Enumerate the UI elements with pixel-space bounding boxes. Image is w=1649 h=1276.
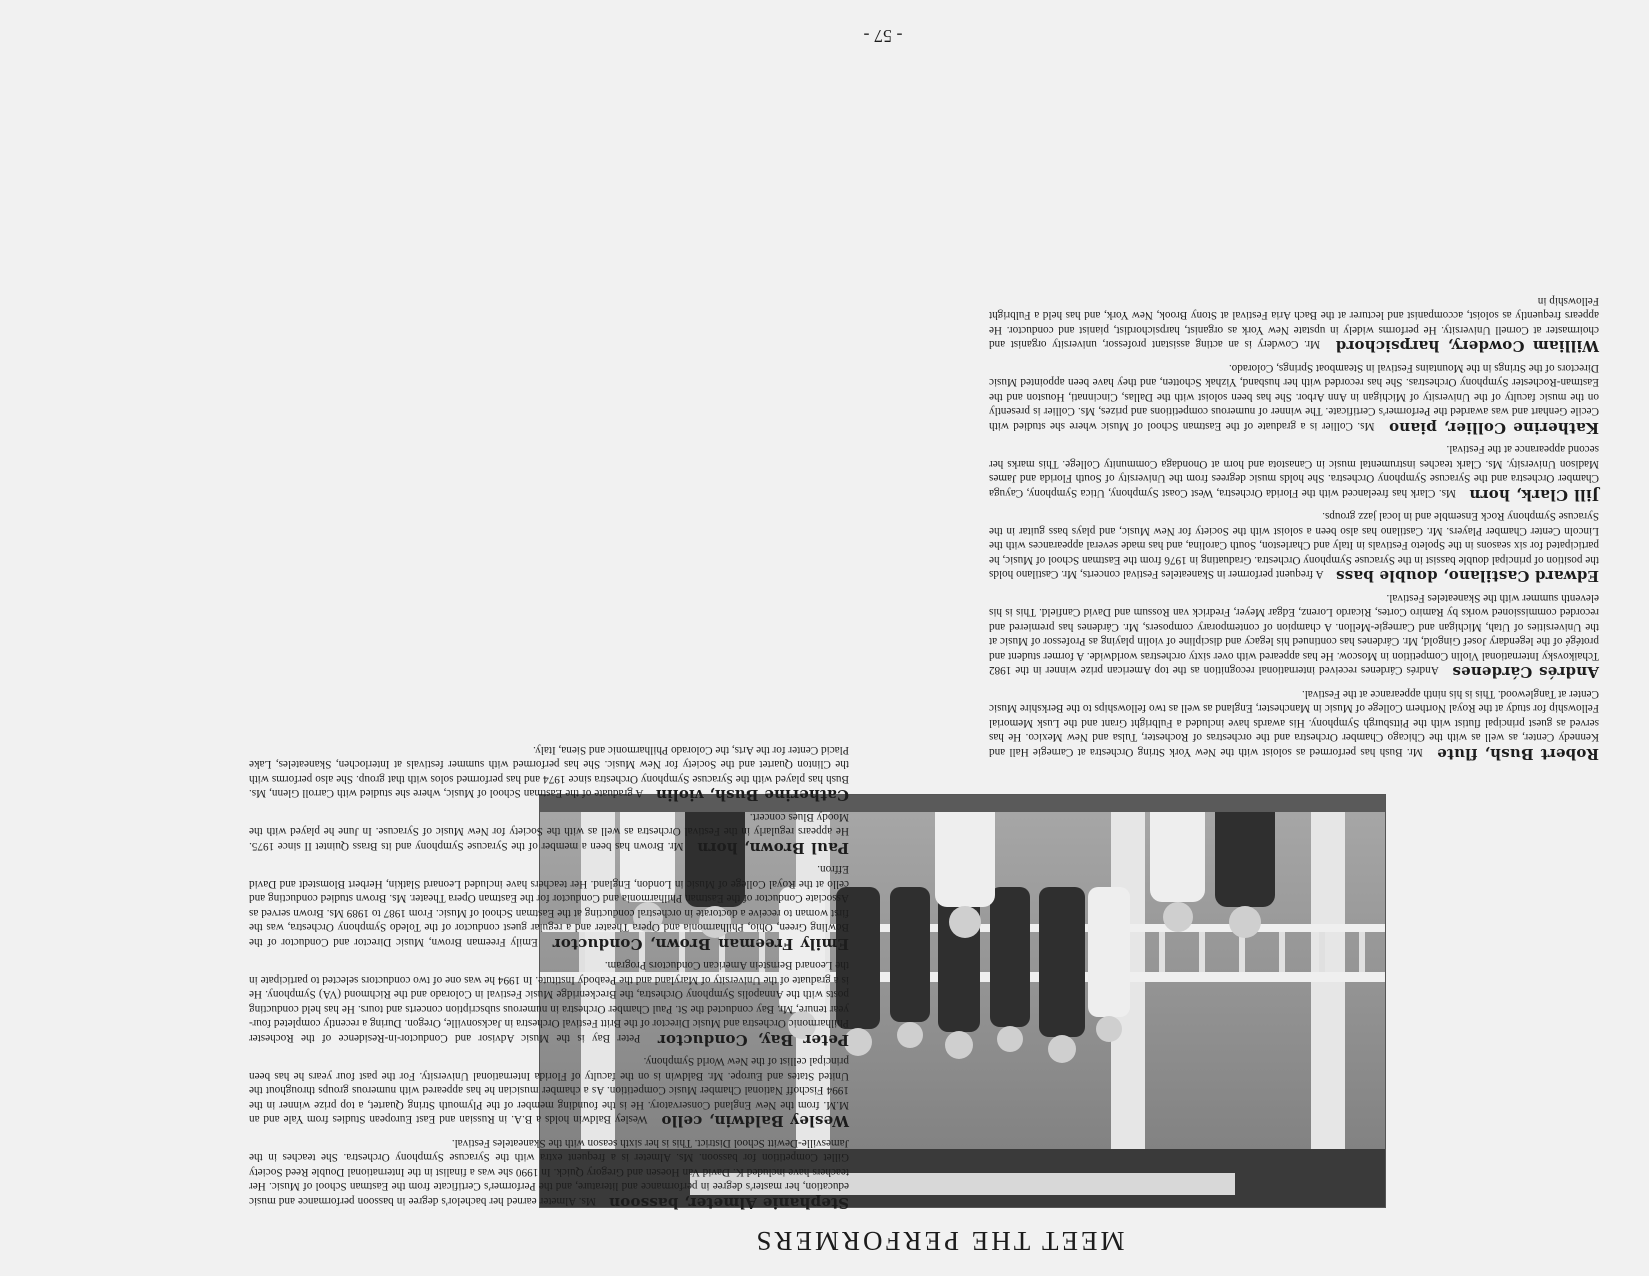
bio-name: Andrés Cárdenes bbox=[1452, 663, 1599, 682]
bio-peter-bay bbox=[249, 958, 849, 1047]
bio-text: Emily Freeman Brown, Music Director and Conductor of the Bowling Green, Ohio, Philharmonia and Opera Theater and a regular guest conductor of the Toledo Symphony Orchestra, was the first woman to receive a doctorate in orchestral conducting at the Eastman School of Music. From 1987 to 1989 Ms. Brown served as Associate Conductor of the Eastman Philharmonia and Conductor for the Eastman Opera Theater. Ms. Brown studied conducting and cello at the Royal College of Music in London, England. Her teachers have included Leonard Slatkin, Herbert Blomstedt and David Effron. bbox=[249, 863, 849, 948]
bio-text: Mr. Cowdery is an acting assistant professor, university organist and choirmaster at Cornell University. He performs widely in upstate New York as organist, harpsichordist, pianist and conductor. He appears frequently as soloist, accompanist and lecturer at the Bach Aria Festival at Stony Brook, New York, and has held a Fulbright Fellowship in bbox=[988, 295, 1599, 351]
bio-text: Ms. Almeter earned her bachelor's degree in bassoon performance and music education, her master's degree in performance and literature, and the Performer's Certificate from the Eastman School of Music. Her teachers have included K. David Van Hoesen and Gregory Quick. In 1990 she was a finalist in the International Double Reed Society Gillet Competition for bassoon. Ms. Almeter is a frequent extra with the Syracuse Symphony Orchestra. She teaches in the Jamesville-Dewitt School District. This is her sixth season with the Skaneateles Festival. bbox=[248, 1137, 849, 1207]
bio-text: A graduate of the Eastman School of Music, where she studied with Carroll Glenn, Ms. Bush has played with the Syracuse Symphony Orchestra since 1974 and has performed solos with that group. She also performs with the Clinton Quartet and the Society for New Music. She has performed with summer festivals at Interlochen, Skaneateles, Lake Placid Center for the Arts, the Colorado Philharmonic and Siena, Italy. bbox=[249, 744, 849, 800]
bio-william-cowdery bbox=[989, 294, 1599, 354]
bio-katherine-collier bbox=[989, 361, 1599, 436]
page-title: MEET THE PERFORMERS bbox=[753, 1226, 1125, 1256]
bio-name: Stephanie Almeter, bassoon bbox=[608, 1194, 849, 1212]
bio-emily-freeman-brown bbox=[249, 862, 849, 951]
bio-text: A frequent performer in Skaneateles Festival concerts, Mr. Castilano holds the position of principal double bassist in the Syracuse Symphony Orchestra. Graduating in 1976 from the Eastman School of Music, he participated for six seasons in the Spoleto Festivals in Italy and Charleston, South Carolina, and has made several appearances with the Lincoln Center Chamber Players. Mr. Castilano has also been a soloist with the Society for New Music, and plays bass guitar in the Syracuse Symphony Rock Ensemble and in local jazz groups. bbox=[989, 510, 1599, 581]
bio-wesley-baldwin bbox=[249, 1054, 849, 1129]
bio-robert-bush bbox=[989, 687, 1599, 762]
bio-text: Wesley Baldwin holds a B.A. in Russian and East European Studies from Yale and an M.M. from the New England Conservatory. He is the founding member of the Plymouth String Quartet, a top prize winner in the 1994 Fischoff National Chamber Music Competition. As a chamber musician he has appeared with numerous groups throughout the United States and Europe. Mr. Baldwin is on the faculty of Florida International University. For the past four years he has been principal cellist of the New World Symphony. bbox=[249, 1055, 849, 1126]
bio-name: Peter Bay, Conductor bbox=[657, 1031, 849, 1049]
page-number: - 57 - bbox=[863, 26, 903, 46]
right-column bbox=[989, 287, 1599, 762]
bio-text: Mr. Bush has performed as soloist with the New York String Orchestra at Carnegie Hall and Kennedy Center, as well as with the Chicago Chamber Orchestra and the orchestras of Rochester, Tulsa and New Mexico. He has served as guest principal flutist with the Pittsburgh Symphony. His awards have included a Fulbright Grant and the Lusk Memorial Fellowship for study at the Royal Northern College of Music in Manchester, England as well as two fellowships to the Berkshire Music Center at Tanglewood. This is his ninth appearance at the Festival. bbox=[989, 688, 1599, 758]
bio-jill-clark bbox=[989, 442, 1599, 502]
bio-text: Ms. Clark has freelanced with the Florida Orchestra, West Coast Symphony, Utica Symphony, Cayuga Chamber Orchestra and the Syracuse Symphony Orchestra. She holds music degrees from the University of South Florida and James Madison University. Ms. Clark teaches instrumental music in Canastota and horn at Onondaga Community College. This marks her second appearance at the Festival. bbox=[989, 443, 1599, 499]
bio-name: Emily Freeman Brown, Conductor bbox=[552, 935, 849, 953]
bio-name: Robert Bush, flute bbox=[1437, 745, 1599, 763]
bio-name: Catherine Bush, violin bbox=[655, 786, 849, 805]
bio-text: Andrés Cárdenes received international recognition as the top American prize winner in the 1982 Tchaikovsky International Violin Competition in Moscow. He has appeared with over sixty orchestras worldwide. A former student and protégé of the legendary Josef Gingold, Mr. Cárdenes has continued his legacy and discipline of violin playing as Professor of Music at the Universities of Utah, Michigan and Carnegie-Mellon. A champion of contemporary composers, Mr. Cárdenes has premiered and recorded commissioned works by Ramiro Cortes, Ricardo Lorenz, Edgar Meyer, Fredrick van Rossum and David Canfield. This is his eleventh summer with the Skaneateles Festival. bbox=[988, 592, 1599, 677]
bio-name: Edward Castilano, double bass bbox=[1335, 567, 1599, 586]
bio-text: Ms. Collier is a graduate of the Eastman School of Music where she studied with Cecile Genhart and was awarded the Performer's Certificate. The winner of numerous competitions and prizes, Ms. Collier is presently on the music faculty of the University of Michigan in Ann Arbor. She has been soloist with the Dallas, Cincinnati, Houston and the Eastman-Rochester Symphony Orchestras. She has recorded with her husband, Yizhak Schotten, and they have been appointed Music Directors of the Strings in the Mountains Festival in Steamboat Springs, Colorado. bbox=[989, 362, 1599, 432]
bio-name: Paul Brown, horn bbox=[697, 839, 849, 857]
left-column bbox=[249, 736, 849, 1211]
bio-name: Katherine Collier, piano bbox=[1388, 419, 1599, 437]
bio-edward-castilano bbox=[989, 509, 1599, 584]
bio-name: Wesley Baldwin, cello bbox=[661, 1112, 849, 1131]
bio-stephanie-almeter bbox=[249, 1136, 849, 1211]
bio-name: Jill Clark, horn bbox=[1469, 486, 1599, 504]
bio-catherine-bush bbox=[249, 743, 849, 803]
bio-text: Mr. Brown has been a member of the Syracuse Symphony and its Brass Quintet II since 1975. He appears regularly in the Festival Orchestra as well as with the Society for New Music of Syracuse. In June he played with the Moody Blues concert. bbox=[249, 811, 849, 852]
bio-name: William Cowdery, harpsichord bbox=[1335, 337, 1599, 356]
bio-andres-cardenes bbox=[989, 591, 1599, 680]
bio-paul-brown bbox=[249, 810, 849, 856]
bio-text: Peter Bay is the Music Advisor and Conductor-in-Residence of the Rochester Philharmonic Orchestra and Music Director of the Britt Festival Orchestra in Jacksonville, Oregon. During a recently completed four-year tenure, Mr. Bay conducted the St. Paul Chamber Orchestra in numerous subscription concerts and tours. He has held conducting posts with the Annapolis Symphony Orchestra, the Breckenridge Music Festival in Colorado and the Richmond (VA) Symphony. He is a graduate of the University of Maryland and the Peabody Institute. In 1994 he was one of two conductors selected to participate in the Leonard Bernstein American Conductors Program. bbox=[248, 959, 849, 1044]
